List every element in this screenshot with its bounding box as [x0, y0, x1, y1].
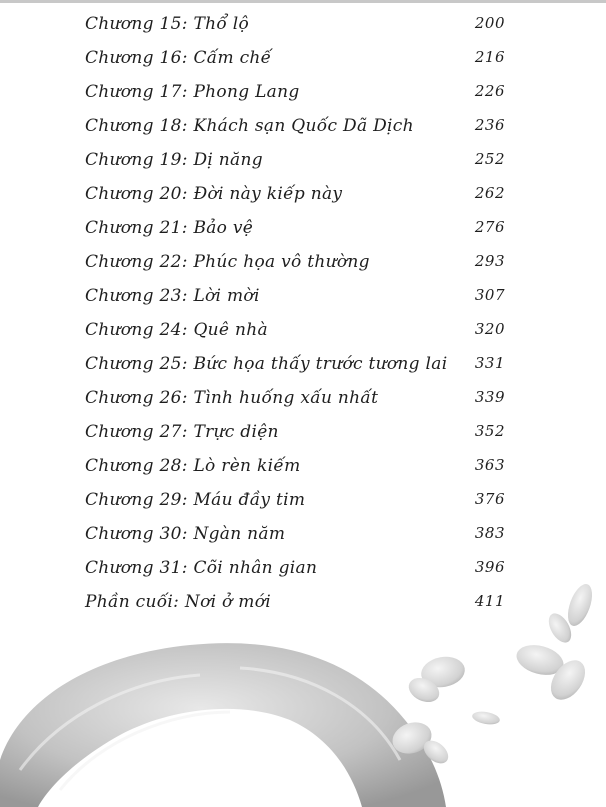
toc-chapter-title: Chương 30: Ngàn năm: [85, 524, 286, 544]
toc-chapter-title: Chương 20: Đời này kiếp này: [85, 184, 343, 204]
toc-entry: [85, 216, 505, 250]
toc-page-number: 200: [474, 14, 505, 32]
toc-entry: [85, 182, 505, 216]
toc-page-number: 376: [474, 490, 505, 508]
toc-chapter-title: Chương 22: Phúc họa vô thường: [85, 252, 370, 272]
toc-chapter-title: Chương 31: Cõi nhân gian: [85, 558, 318, 578]
toc-entry: [85, 12, 505, 46]
toc-entry: [85, 522, 505, 556]
toc-page-number: 383: [474, 524, 505, 542]
toc-chapter-title: Chương 29: Máu đầy tim: [85, 490, 306, 510]
toc-page-number: 262: [474, 184, 505, 202]
toc-chapter-title: Chương 25: Bức họa thấy trước tương lai: [85, 354, 448, 374]
toc-chapter-title: Chương 21: Bảo vệ: [85, 218, 254, 238]
toc-entry: [85, 114, 505, 148]
toc-chapter-title: Chương 18: Khách sạn Quốc Dã Dịch: [85, 116, 414, 136]
toc-chapter-title: Chương 16: Cấm chế: [85, 48, 272, 68]
toc-chapter-title: Chương 23: Lời mời: [85, 286, 260, 306]
toc-page-number: 216: [474, 48, 505, 66]
toc-page-number: 293: [474, 252, 505, 270]
toc-page-number: 276: [474, 218, 505, 236]
toc-page-number: 363: [474, 456, 505, 474]
toc-entry: [85, 46, 505, 80]
toc-page-number: 226: [474, 82, 505, 100]
toc-entry: [85, 420, 505, 454]
toc-entry: [85, 386, 505, 420]
toc-entry: [85, 80, 505, 114]
toc-entry: [85, 488, 505, 522]
toc-entry: [85, 250, 505, 284]
brush-texture: [20, 668, 400, 790]
toc-chapter-title: Phần cuối: Nơi ở mới: [85, 592, 271, 612]
toc-page-number: 320: [474, 320, 505, 338]
toc-entry: [85, 590, 505, 624]
page-top-rule: [0, 0, 606, 3]
table-of-contents: [85, 12, 505, 624]
brush-stroke-arc: [0, 643, 446, 807]
toc-entry: [85, 318, 505, 352]
toc-chapter-title: Chương 26: Tình huống xấu nhất: [85, 388, 379, 408]
toc-entry: [85, 454, 505, 488]
toc-page-number: 352: [474, 422, 505, 440]
toc-chapter-title: Chương 24: Quê nhà: [85, 320, 268, 340]
toc-chapter-title: Chương 27: Trực diện: [85, 422, 279, 442]
toc-page-number: 331: [474, 354, 505, 372]
toc-page-number: 307: [474, 286, 505, 304]
toc-entry: [85, 284, 505, 318]
toc-entry: [85, 148, 505, 182]
toc-chapter-title: Chương 15: Thổ lộ: [85, 14, 250, 34]
toc-page-number: 339: [474, 388, 505, 406]
toc-page-number: 252: [474, 150, 505, 168]
toc-chapter-title: Chương 28: Lò rèn kiếm: [85, 456, 301, 476]
toc-page-number: 396: [474, 558, 505, 576]
toc-entry: [85, 352, 505, 386]
toc-page-number: 411: [474, 592, 505, 610]
toc-page-number: 236: [474, 116, 505, 134]
toc-entry: [85, 556, 505, 590]
toc-chapter-title: Chương 19: Dị năng: [85, 150, 263, 170]
toc-chapter-title: Chương 17: Phong Lang: [85, 82, 300, 102]
